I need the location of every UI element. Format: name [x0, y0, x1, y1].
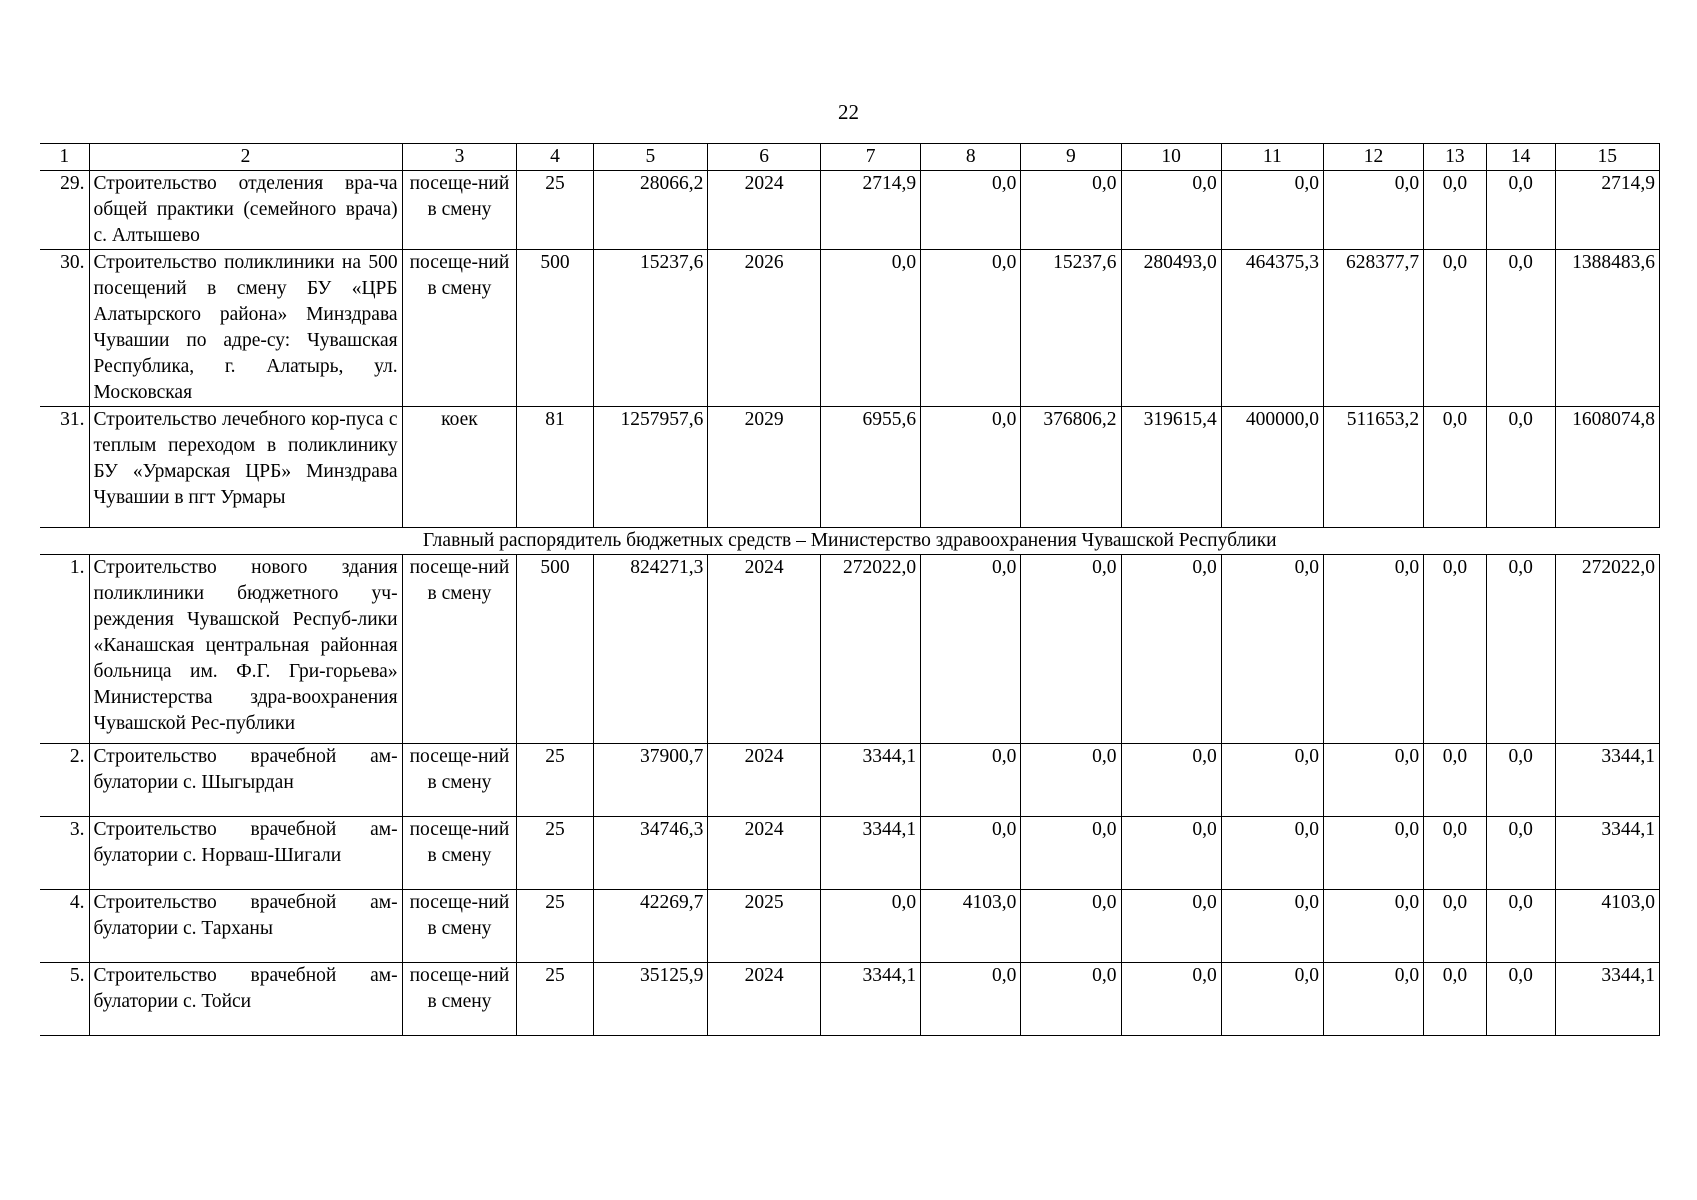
table-row [40, 744, 1660, 817]
page-number: 22 [838, 100, 859, 124]
column-header: 5 [593, 144, 708, 171]
capacity-unit: посеще-ний в смену [402, 744, 517, 817]
table-row [40, 963, 1660, 1036]
amount-col-7: 272022,0 [821, 555, 921, 744]
amount-col-11: 0,0 [1221, 890, 1323, 963]
total-amount: 3344,1 [1555, 744, 1659, 817]
capacity: 81 [517, 407, 593, 528]
amount-col-11: 464375,3 [1221, 250, 1323, 407]
amount-col-9: 376806,2 [1021, 407, 1121, 528]
table-row [40, 890, 1660, 963]
amount-col-10: 0,0 [1121, 817, 1221, 890]
amount-col-10: 319615,4 [1121, 407, 1221, 528]
amount-col-14: 0,0 [1486, 817, 1555, 890]
amount-col-10: 0,0 [1121, 171, 1221, 250]
amount-col-13: 0,0 [1424, 171, 1487, 250]
object-name: Строительство врачебной ам-булатории с. Тарханы [89, 890, 402, 963]
object-name: Строительство нового здания поликлиники бюджетного уч-реждения Чувашской Респуб-лики «Канашская центральная районная больница им. Ф.Г. Гри-горьева» Министерства здра-воохранения Чувашской Рес-публики [89, 555, 402, 744]
column-header: 13 [1424, 144, 1487, 171]
row-number: 1. [40, 555, 89, 744]
amount-col-13: 0,0 [1424, 963, 1487, 1036]
completion-year: 2024 [708, 817, 821, 890]
capacity: 25 [517, 817, 593, 890]
table-row [40, 250, 1660, 407]
estimated-cost: 34746,3 [593, 817, 708, 890]
total-amount: 3344,1 [1555, 963, 1659, 1036]
capacity-unit: посеще-ний в смену [402, 890, 517, 963]
amount-col-9: 0,0 [1021, 744, 1121, 817]
estimated-cost: 15237,6 [593, 250, 708, 407]
amount-col-7: 0,0 [821, 250, 921, 407]
amount-col-7: 6955,6 [821, 407, 921, 528]
section-title: Главный распорядитель бюджетных средств – Министерство здравоохранения Чувашской Республики [422, 530, 1277, 551]
amount-col-8: 0,0 [921, 407, 1021, 528]
row-number: 2. [40, 744, 89, 817]
amount-col-12: 0,0 [1323, 744, 1423, 817]
estimated-cost: 35125,9 [593, 963, 708, 1036]
estimated-cost: 28066,2 [593, 171, 708, 250]
estimated-cost: 42269,7 [593, 890, 708, 963]
amount-col-8: 0,0 [921, 250, 1021, 407]
amount-col-14: 0,0 [1486, 250, 1555, 407]
amount-col-14: 0,0 [1486, 744, 1555, 817]
amount-col-9: 0,0 [1021, 963, 1121, 1036]
capacity: 25 [517, 171, 593, 250]
completion-year: 2024 [708, 963, 821, 1036]
estimated-cost: 1257957,6 [593, 407, 708, 528]
amount-col-10: 0,0 [1121, 890, 1221, 963]
amount-col-12: 511653,2 [1323, 407, 1423, 528]
amount-col-14: 0,0 [1486, 890, 1555, 963]
capacity: 25 [517, 963, 593, 1036]
total-amount: 1608074,8 [1555, 407, 1659, 528]
column-header: 8 [921, 144, 1021, 171]
amount-col-9: 0,0 [1021, 171, 1121, 250]
object-name: Строительство врачебной ам-булатории с. Шыгырдан [89, 744, 402, 817]
investment-table [40, 143, 1660, 1036]
total-amount: 2714,9 [1555, 171, 1659, 250]
amount-col-12: 0,0 [1323, 890, 1423, 963]
amount-col-12: 628377,7 [1323, 250, 1423, 407]
capacity-unit: посеще-ний в смену [402, 250, 517, 407]
amount-col-10: 0,0 [1121, 555, 1221, 744]
column-header: 4 [517, 144, 593, 171]
completion-year: 2024 [708, 744, 821, 817]
amount-col-11: 400000,0 [1221, 407, 1323, 528]
row-number: 30. [40, 250, 89, 407]
column-header: 7 [821, 144, 921, 171]
capacity-unit: посеще-ний в смену [402, 171, 517, 250]
amount-col-11: 0,0 [1221, 171, 1323, 250]
capacity-unit: посеще-ний в смену [402, 555, 517, 744]
amount-col-7: 0,0 [821, 890, 921, 963]
amount-col-8: 0,0 [921, 817, 1021, 890]
row-number: 4. [40, 890, 89, 963]
amount-col-9: 0,0 [1021, 890, 1121, 963]
capacity: 25 [517, 890, 593, 963]
capacity-unit: посеще-ний в смену [402, 963, 517, 1036]
object-name: Строительство врачебной ам-булатории с. Норваш-Шигали [89, 817, 402, 890]
completion-year: 2029 [708, 407, 821, 528]
table-row [40, 407, 1660, 528]
column-header: 11 [1221, 144, 1323, 171]
capacity-unit: коек [402, 407, 517, 528]
amount-col-8: 0,0 [921, 555, 1021, 744]
amount-col-13: 0,0 [1424, 890, 1487, 963]
amount-col-7: 3344,1 [821, 817, 921, 890]
column-number-row [40, 144, 1660, 171]
total-amount: 1388483,6 [1555, 250, 1659, 407]
amount-col-13: 0,0 [1424, 250, 1487, 407]
section-row [40, 528, 1660, 555]
column-header: 12 [1323, 144, 1423, 171]
amount-col-13: 0,0 [1424, 817, 1487, 890]
amount-col-12: 0,0 [1323, 817, 1423, 890]
object-name: Строительство лечебного кор-пуса с теплым переходом в поликлинику БУ «Урмарская ЦРБ» Минздрава Чувашии в пгт Урмары [89, 407, 402, 528]
capacity: 500 [517, 555, 593, 744]
row-number: 31. [40, 407, 89, 528]
amount-col-7: 3344,1 [821, 744, 921, 817]
capacity: 25 [517, 744, 593, 817]
column-header: 14 [1486, 144, 1555, 171]
amount-col-9: 0,0 [1021, 555, 1121, 744]
amount-col-10: 0,0 [1121, 963, 1221, 1036]
total-amount: 4103,0 [1555, 890, 1659, 963]
amount-col-8: 0,0 [921, 171, 1021, 250]
amount-col-11: 0,0 [1221, 963, 1323, 1036]
amount-col-7: 3344,1 [821, 963, 921, 1036]
amount-col-14: 0,0 [1486, 555, 1555, 744]
amount-col-8: 0,0 [921, 963, 1021, 1036]
column-header: 9 [1021, 144, 1121, 171]
amount-col-11: 0,0 [1221, 817, 1323, 890]
column-header: 10 [1121, 144, 1221, 171]
amount-col-10: 0,0 [1121, 744, 1221, 817]
amount-col-12: 0,0 [1323, 555, 1423, 744]
amount-col-7: 2714,9 [821, 171, 921, 250]
object-name: Строительство врачебной ам-булатории с. Тойси [89, 963, 402, 1036]
row-number: 29. [40, 171, 89, 250]
completion-year: 2026 [708, 250, 821, 407]
object-name: Строительство отделения вра-ча общей практики (семейного врача) с. Алтышево [89, 171, 402, 250]
estimated-cost: 824271,3 [593, 555, 708, 744]
amount-col-8: 4103,0 [921, 890, 1021, 963]
total-amount: 272022,0 [1555, 555, 1659, 744]
table-row [40, 817, 1660, 890]
amount-col-10: 280493,0 [1121, 250, 1221, 407]
amount-col-13: 0,0 [1424, 744, 1487, 817]
amount-col-13: 0,0 [1424, 555, 1487, 744]
completion-year: 2024 [708, 171, 821, 250]
completion-year: 2025 [708, 890, 821, 963]
amount-col-11: 0,0 [1221, 555, 1323, 744]
table-row [40, 555, 1660, 744]
column-header: 2 [89, 144, 402, 171]
amount-col-9: 15237,6 [1021, 250, 1121, 407]
amount-col-13: 0,0 [1424, 407, 1487, 528]
amount-col-14: 0,0 [1486, 171, 1555, 250]
row-number: 5. [40, 963, 89, 1036]
capacity-unit: посеще-ний в смену [402, 817, 517, 890]
amount-col-8: 0,0 [921, 744, 1021, 817]
total-amount: 3344,1 [1555, 817, 1659, 890]
estimated-cost: 37900,7 [593, 744, 708, 817]
amount-col-14: 0,0 [1486, 407, 1555, 528]
table-row [40, 171, 1660, 250]
column-header: 1 [40, 144, 89, 171]
object-name: Строительство поликлиники на 500 посещений в смену БУ «ЦРБ Алатырского района» Минздрава Чувашии по адре-су: Чувашская Республика, г. Алатырь, ул. Московская [89, 250, 402, 407]
column-header: 15 [1555, 144, 1659, 171]
row-number: 3. [40, 817, 89, 890]
column-header: 3 [402, 144, 517, 171]
amount-col-11: 0,0 [1221, 744, 1323, 817]
amount-col-12: 0,0 [1323, 171, 1423, 250]
amount-col-9: 0,0 [1021, 817, 1121, 890]
amount-col-14: 0,0 [1486, 963, 1555, 1036]
amount-col-12: 0,0 [1323, 963, 1423, 1036]
column-header: 6 [708, 144, 821, 171]
capacity: 500 [517, 250, 593, 407]
completion-year: 2024 [708, 555, 821, 744]
